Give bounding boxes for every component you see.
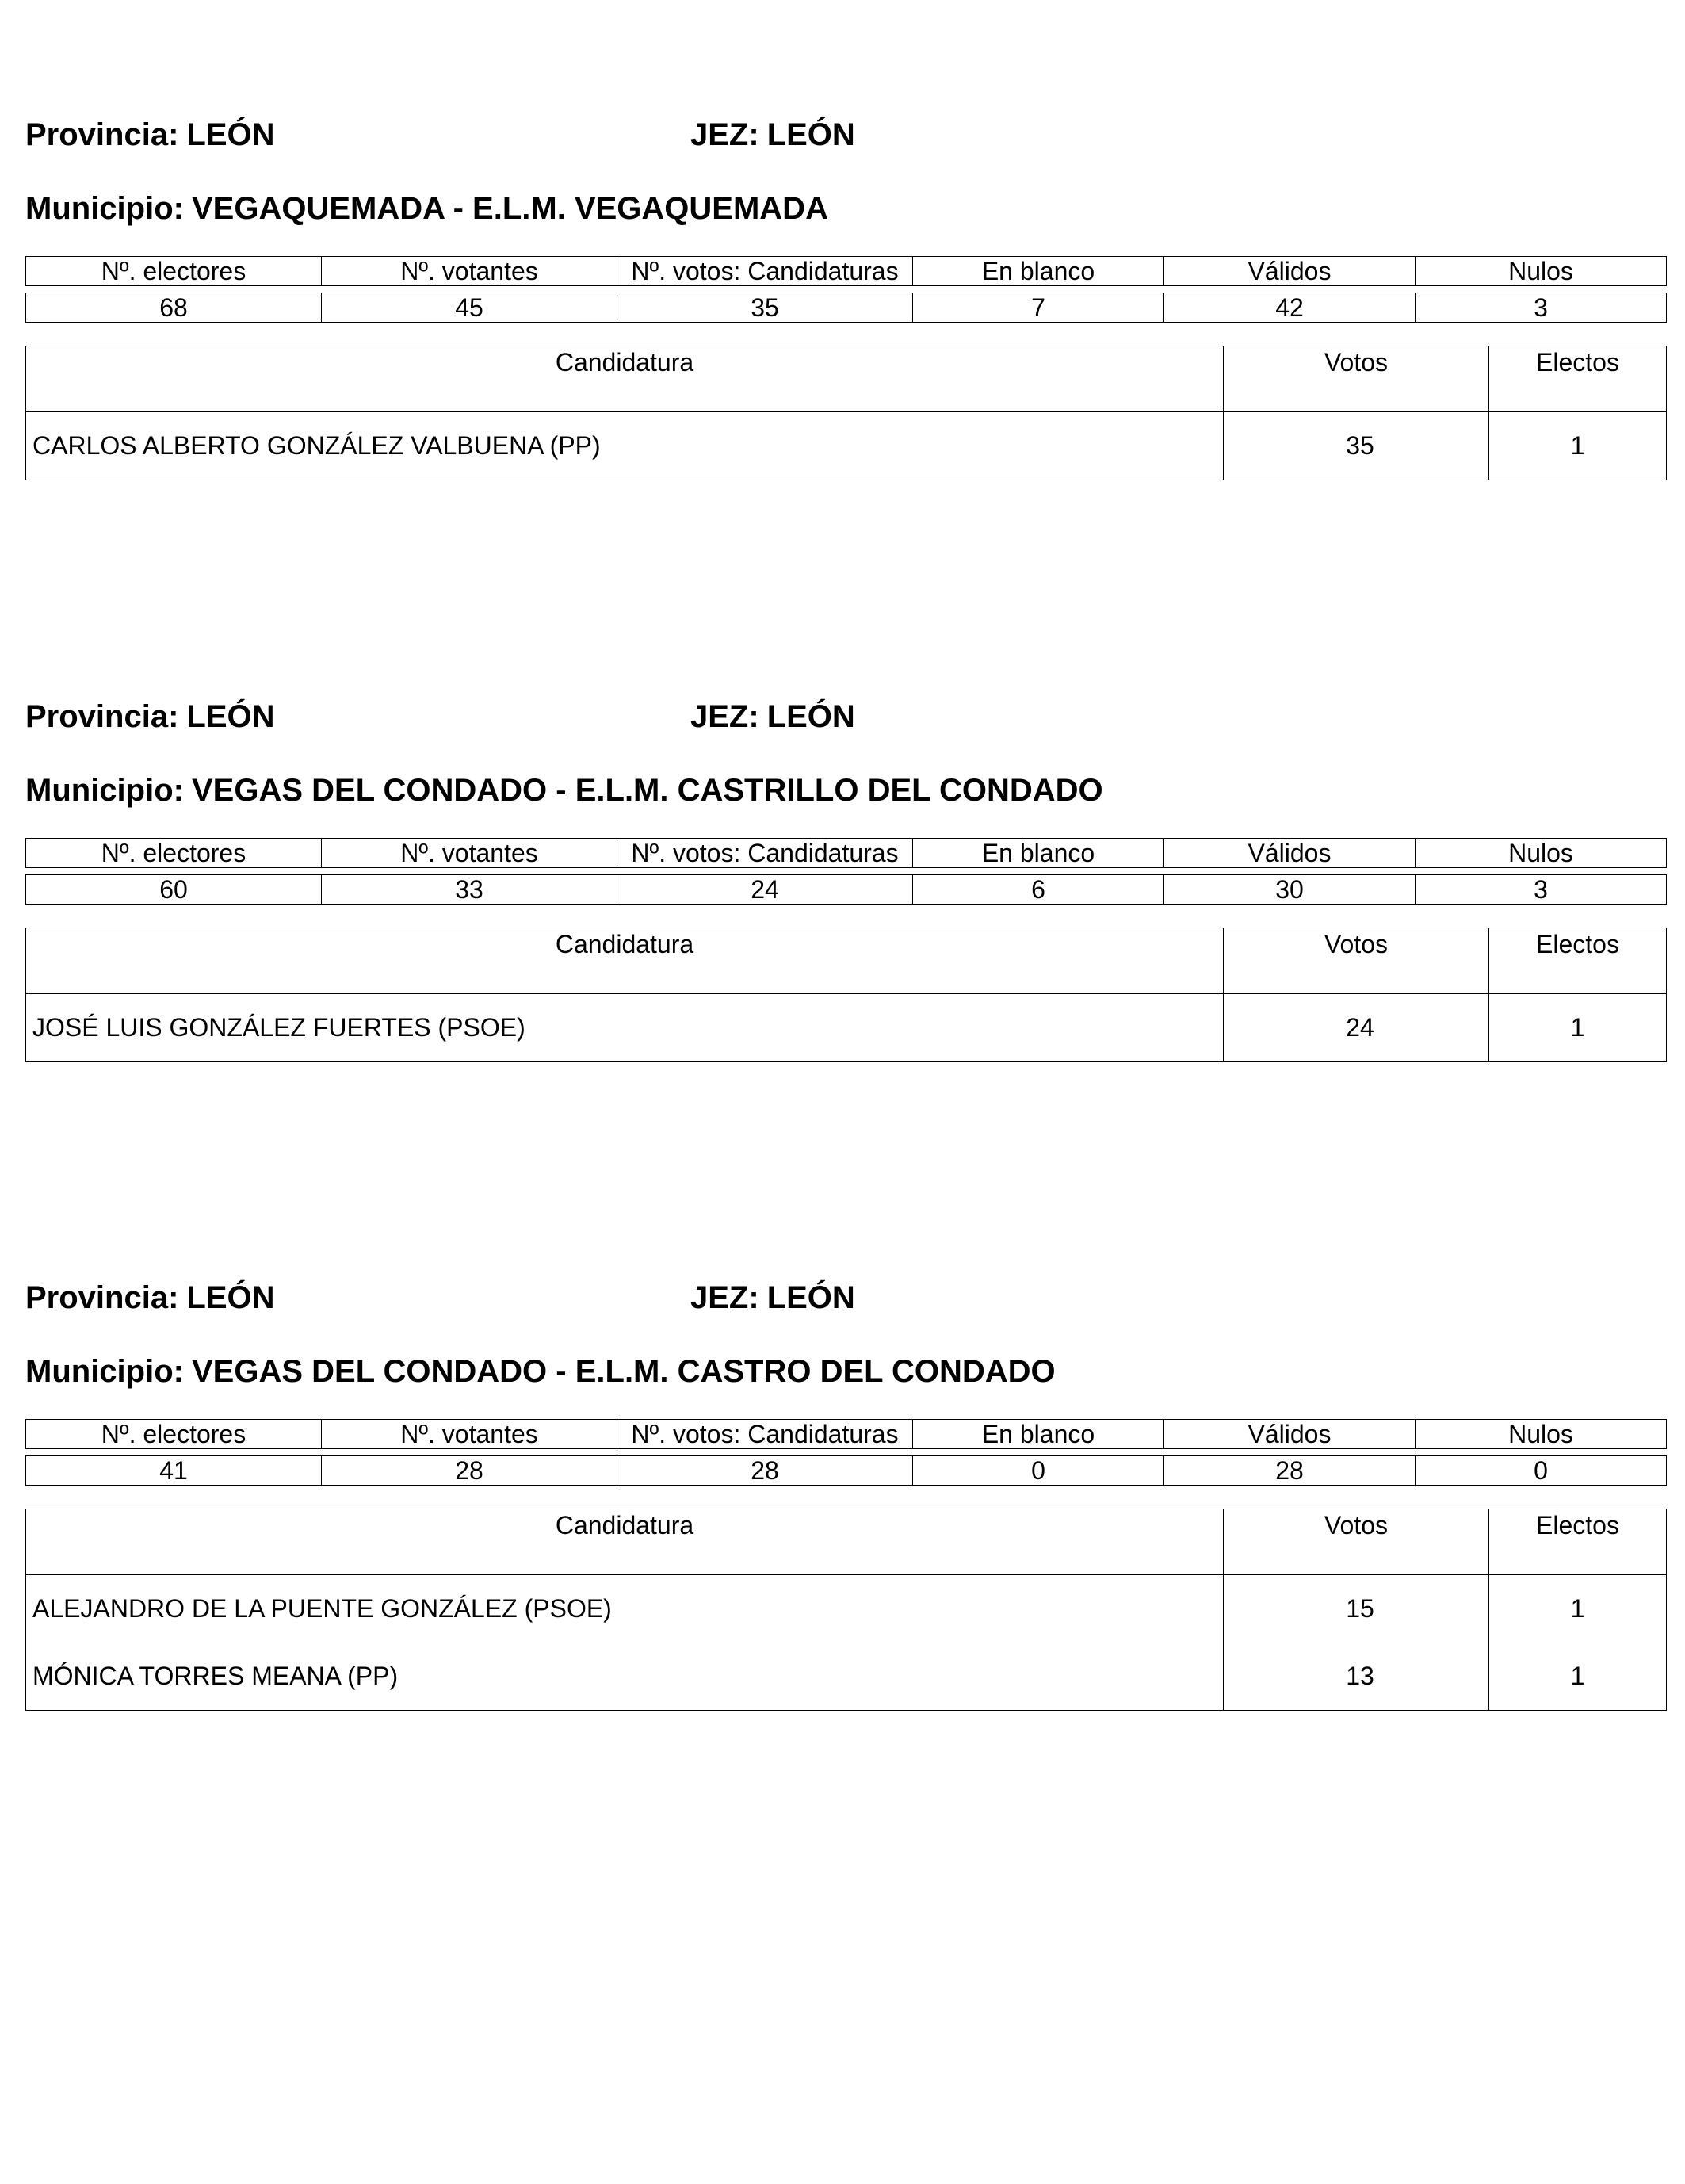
jez-heading bbox=[690, 698, 855, 736]
candidates-table bbox=[25, 346, 1667, 480]
stats-value-row bbox=[26, 293, 1667, 323]
provincia-label: Provincia: bbox=[25, 1280, 179, 1315]
stats-header-nulos: Nulos bbox=[1416, 257, 1667, 286]
municipio-label: Municipio: bbox=[25, 191, 184, 226]
electos-header: Electos bbox=[1489, 928, 1667, 994]
stats-header-votos-candidaturas: Nº. votos: Candidaturas bbox=[617, 257, 913, 286]
stats-header-nulos: Nulos bbox=[1416, 1420, 1667, 1449]
stats-header-en-blanco: En blanco bbox=[913, 257, 1164, 286]
stats-value-en-blanco: 6 bbox=[913, 875, 1164, 905]
stats-header-row bbox=[26, 839, 1667, 868]
stats-value-electores: 68 bbox=[26, 293, 322, 323]
stats-value-votantes: 33 bbox=[322, 875, 617, 905]
candidate-row bbox=[26, 1643, 1667, 1711]
stats-header-votos-candidaturas: Nº. votos: Candidaturas bbox=[617, 1420, 913, 1449]
candidate-name: CARLOS ALBERTO GONZÁLEZ VALBUENA (PP) bbox=[26, 412, 1224, 480]
candidates-table bbox=[25, 928, 1667, 1062]
stats-value-row bbox=[26, 875, 1667, 905]
stats-value-nulos: 3 bbox=[1416, 875, 1667, 905]
jez-heading bbox=[690, 1279, 855, 1317]
stats-header-electores: Nº. electores bbox=[26, 1420, 322, 1449]
votos-header: Votos bbox=[1224, 346, 1489, 412]
candidatura-header: Candidatura bbox=[26, 346, 1224, 412]
provincia-heading bbox=[25, 116, 275, 154]
municipio-label: Municipio: bbox=[25, 1354, 184, 1389]
candidatura-header: Candidatura bbox=[26, 928, 1224, 994]
provincia-value: LEÓN bbox=[186, 1280, 275, 1315]
stats-header-votantes: Nº. votantes bbox=[322, 839, 617, 868]
stats-table bbox=[25, 256, 1667, 323]
municipio-heading bbox=[25, 189, 828, 228]
stats-header-validos: Válidos bbox=[1164, 1420, 1416, 1449]
jez-heading bbox=[690, 116, 855, 154]
candidate-name: JOSÉ LUIS GONZÁLEZ FUERTES (PSOE) bbox=[26, 994, 1224, 1062]
stats-header-validos: Válidos bbox=[1164, 839, 1416, 868]
stats-value-validos: 28 bbox=[1164, 1456, 1416, 1486]
candidate-votos: 13 bbox=[1224, 1643, 1489, 1711]
stats-value-en-blanco: 7 bbox=[913, 293, 1164, 323]
stats-value-validos: 30 bbox=[1164, 875, 1416, 905]
stats-value-en-blanco: 0 bbox=[913, 1456, 1164, 1486]
candidates-header-row bbox=[26, 346, 1667, 412]
jez-label: JEZ: bbox=[690, 699, 759, 734]
stats-header-en-blanco: En blanco bbox=[913, 1420, 1164, 1449]
stats-header-electores: Nº. electores bbox=[26, 839, 322, 868]
municipio-heading bbox=[25, 771, 1103, 809]
candidatura-header: Candidatura bbox=[26, 1509, 1224, 1575]
stats-value-votos-candidaturas: 28 bbox=[617, 1456, 913, 1486]
candidates-header-row bbox=[26, 928, 1667, 994]
stats-header-nulos: Nulos bbox=[1416, 839, 1667, 868]
stats-value-nulos: 3 bbox=[1416, 293, 1667, 323]
stats-value-electores: 41 bbox=[26, 1456, 322, 1486]
stats-value-nulos: 0 bbox=[1416, 1456, 1667, 1486]
stats-table bbox=[25, 838, 1667, 905]
electos-header: Electos bbox=[1489, 1509, 1667, 1575]
candidates-table bbox=[25, 1509, 1667, 1711]
candidate-electos: 1 bbox=[1489, 1643, 1667, 1711]
provincia-value: LEÓN bbox=[186, 699, 275, 734]
candidate-electos: 1 bbox=[1489, 412, 1667, 480]
stats-value-votantes: 28 bbox=[322, 1456, 617, 1486]
candidate-votos: 15 bbox=[1224, 1575, 1489, 1643]
candidate-electos: 1 bbox=[1489, 1575, 1667, 1643]
electos-header: Electos bbox=[1489, 346, 1667, 412]
candidate-name: MÓNICA TORRES MEANA (PP) bbox=[26, 1643, 1224, 1711]
jez-value: LEÓN bbox=[766, 699, 855, 734]
candidate-name: ALEJANDRO DE LA PUENTE GONZÁLEZ (PSOE) bbox=[26, 1575, 1224, 1643]
municipio-label: Municipio: bbox=[25, 773, 184, 808]
provincia-heading bbox=[25, 1279, 275, 1317]
candidate-row bbox=[26, 994, 1667, 1062]
provincia-heading bbox=[25, 698, 275, 736]
jez-label: JEZ: bbox=[690, 117, 759, 152]
candidate-row bbox=[26, 412, 1667, 480]
stats-table bbox=[25, 1419, 1667, 1486]
candidate-electos: 1 bbox=[1489, 994, 1667, 1062]
votos-header: Votos bbox=[1224, 1509, 1489, 1575]
candidate-votos: 24 bbox=[1224, 994, 1489, 1062]
stats-value-votantes: 45 bbox=[322, 293, 617, 323]
stats-value-votos-candidaturas: 24 bbox=[617, 875, 913, 905]
stats-header-votos-candidaturas: Nº. votos: Candidaturas bbox=[617, 839, 913, 868]
provincia-label: Provincia: bbox=[25, 699, 179, 734]
provincia-label: Provincia: bbox=[25, 117, 179, 152]
stats-header-electores: Nº. electores bbox=[26, 257, 322, 286]
jez-value: LEÓN bbox=[766, 117, 855, 152]
votos-header: Votos bbox=[1224, 928, 1489, 994]
stats-header-en-blanco: En blanco bbox=[913, 839, 1164, 868]
stats-header-votantes: Nº. votantes bbox=[322, 257, 617, 286]
stats-value-electores: 60 bbox=[26, 875, 322, 905]
municipio-heading bbox=[25, 1352, 1056, 1390]
jez-label: JEZ: bbox=[690, 1280, 759, 1315]
stats-value-votos-candidaturas: 35 bbox=[617, 293, 913, 323]
candidates-header-row bbox=[26, 1509, 1667, 1575]
stats-header-row bbox=[26, 1420, 1667, 1449]
municipio-value: VEGAS DEL CONDADO - E.L.M. CASTRILLO DEL CONDADO bbox=[191, 773, 1103, 808]
provincia-value: LEÓN bbox=[186, 117, 275, 152]
stats-header-row bbox=[26, 257, 1667, 286]
candidate-row bbox=[26, 1575, 1667, 1643]
stats-value-validos: 42 bbox=[1164, 293, 1416, 323]
candidate-votos: 35 bbox=[1224, 412, 1489, 480]
jez-value: LEÓN bbox=[766, 1280, 855, 1315]
stats-header-votantes: Nº. votantes bbox=[322, 1420, 617, 1449]
municipio-value: VEGAS DEL CONDADO - E.L.M. CASTRO DEL CONDADO bbox=[191, 1354, 1056, 1389]
municipio-value: VEGAQUEMADA - E.L.M. VEGAQUEMADA bbox=[191, 191, 828, 226]
stats-value-row bbox=[26, 1456, 1667, 1486]
stats-header-validos: Válidos bbox=[1164, 257, 1416, 286]
